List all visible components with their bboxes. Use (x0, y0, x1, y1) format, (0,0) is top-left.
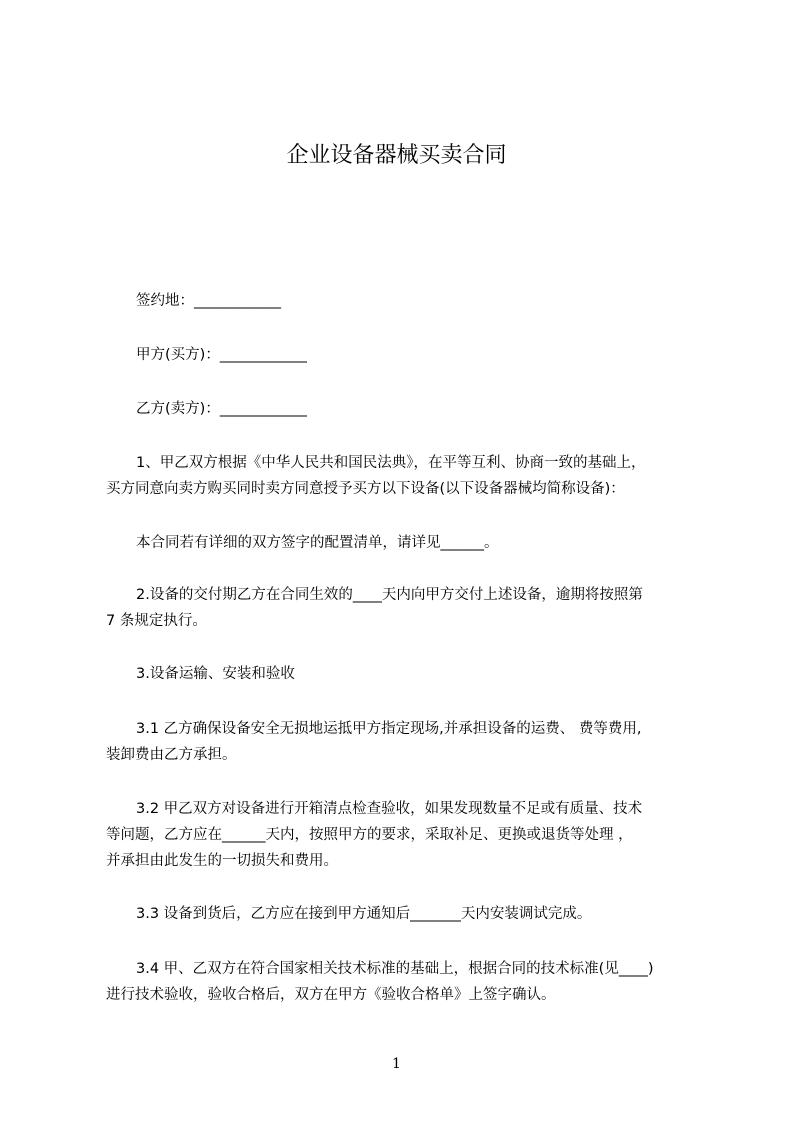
clause-2-line-1: 2.设备的交付期乙方在合同生效的____天内向甲方交付上述设备，逾期将按照第 (136, 587, 643, 603)
party-a-line: 甲方(买方)：____________ (136, 347, 307, 363)
config-list-line: 本合同若有详细的双方签字的配置清单，请详见______。 (136, 535, 499, 551)
signing-place-line: 签约地：____________ (136, 293, 281, 309)
clause-3-4-line-1: 3.4 甲、乙双方在符合国家相关技术标准的基础上，根据合同的技术标准(见____) (136, 961, 654, 977)
clause-1-line-1: 1、甲乙双方根据《中华人民共和国民法典》，在平等互利、协商一致的基础上， (136, 455, 646, 471)
clause-3-3-line: 3.3 设备到货后，乙方应在接到甲方通知后_______天内安装调试完成。 (136, 906, 592, 922)
clause-2-line-2: 7 条规定执行。 (106, 613, 207, 629)
clause-3-1-line-1: 3.1 乙方确保设备安全无损地运抵甲方指定现场,并承担设备的运费、 费等费用, (136, 721, 642, 737)
page-number: 1 (392, 1056, 401, 1072)
document-title: 企业设备器械买卖合同 (286, 143, 507, 168)
clause-3-1-line-2: 装卸费由乙方承担。 (106, 747, 237, 763)
clause-1-line-2: 买方同意向卖方购买同时卖方同意授予买方以下设备(以下设备器械均简称设备)： (106, 481, 625, 497)
clause-3-2-line-3: 并承担由此发生的一切损失和费用。 (106, 853, 338, 869)
clause-3-2-line-1: 3.2 甲乙双方对设备进行开箱清点检查验收，如果发现数量不足或有质量、技术 (136, 801, 643, 817)
clause-3-4-line-2: 进行技术验收，验收合格后，双方在甲方《验收合格单》上签字确认。 (106, 987, 556, 1003)
clause-3-heading: 3.设备运输、安装和验收 (136, 666, 295, 682)
party-b-line: 乙方(卖方)：____________ (136, 401, 307, 417)
clause-3-2-line-2: 等问题，乙方应在______天内，按照甲方的要求，采取补足、更换或退货等处理 ， (106, 827, 633, 843)
